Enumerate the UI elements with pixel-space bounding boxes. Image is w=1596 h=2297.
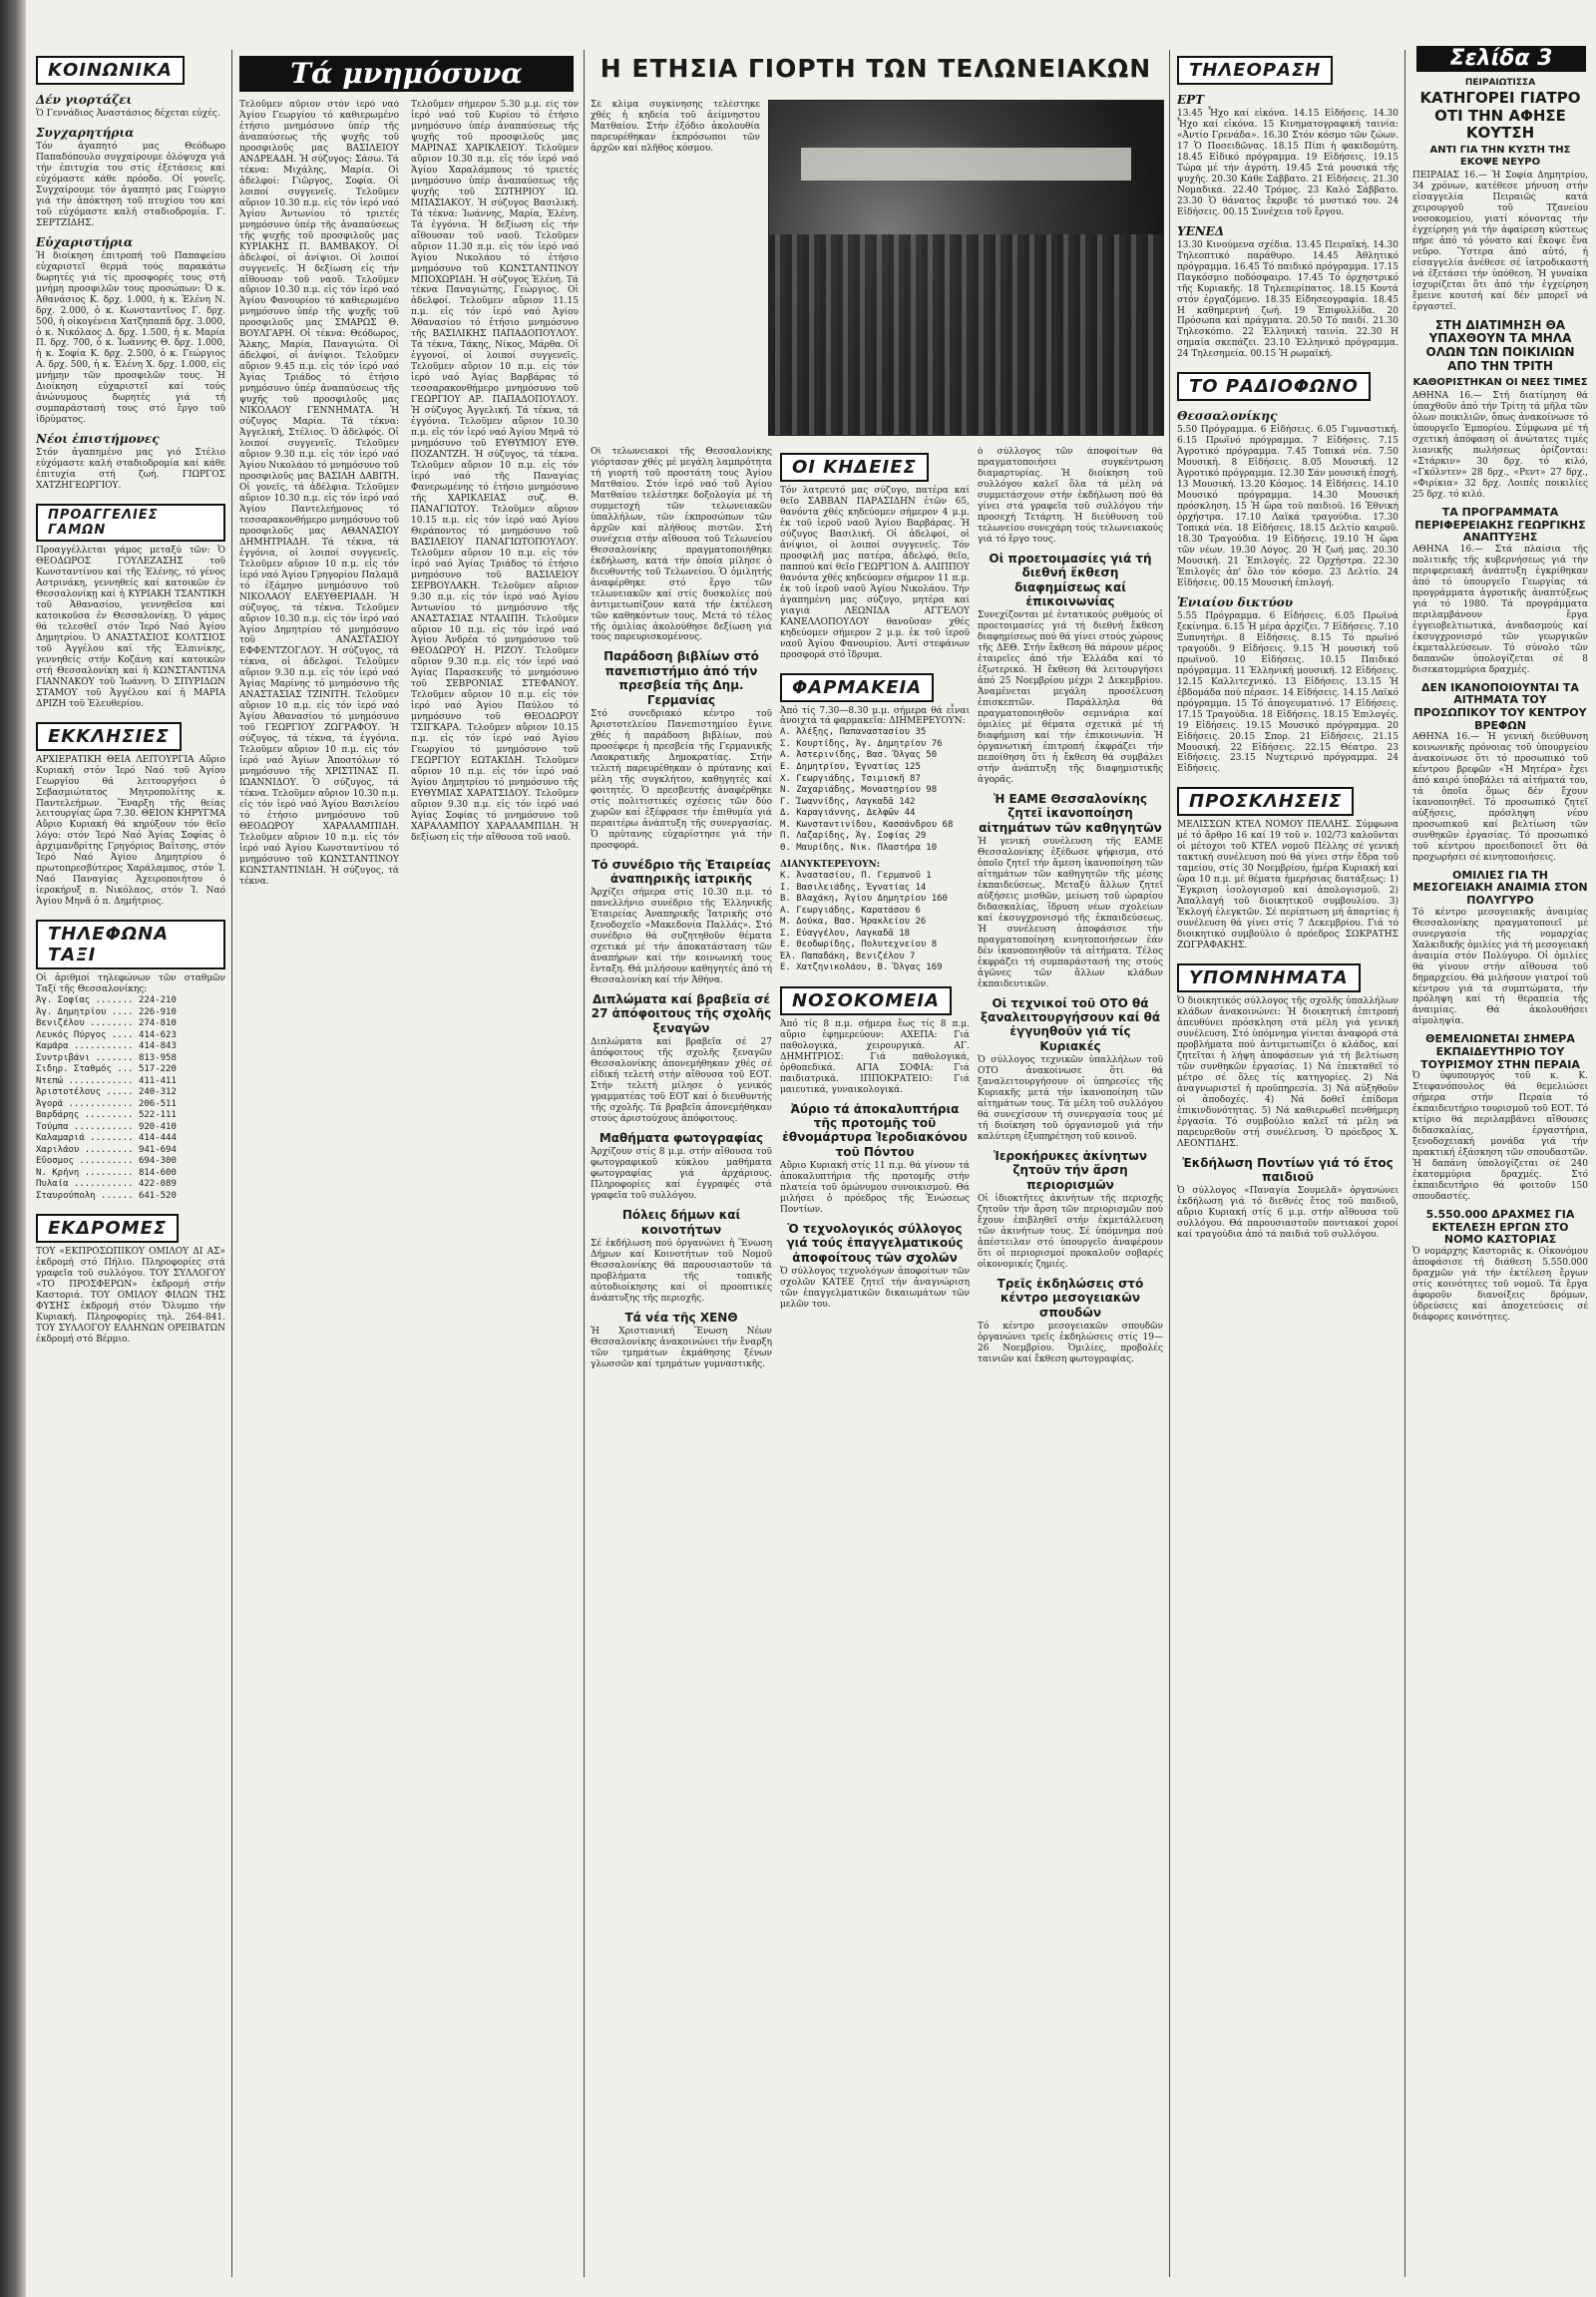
list-item: Μ. Κωνσταντινίδου, Κασσάνδρου 68 (780, 819, 954, 830)
farmakeia-heading: ΦΑΡΜΑΚΕΙΑ (780, 673, 934, 702)
mnimosyna-text-2: Τελοῦμεν σήμερον 5.30 μ.μ. εἰς τόν ἱερό ναό τοῦ Κυρίου τό ἐτήσιο μνημόσυνο ὑπέρ ἀναπαύσεως τῆς ψυχῆς τοῦ προσφιλοῦς μας ΜΑΡΙΝΑΣ ΧΑΡΙΚΛΕΙΟΥ. Τελοῦμεν αὔριον 10.30 π.μ. εἰς τόν ἱερό ναό Ἁγίου Χαραλάμπους τό τριετές μνημόσυνο ὑπέρ ἀναπαύσεως τῆς ψυχῆς τοῦ ΣΩΤΗΡΙΟΥ ΙΩ. ΜΠΑΣΙΑΚΟΥ. Ἡ σύζυγος Βασιλική. Τά τέκνα: Ἰωάννης, Μαρία, Ἑλένη. Τά ἐγγόνια. Ἡ δεξίωση εἰς τήν αἴθουσαν τοῦ ναοῦ. Τελοῦμεν αὔριον 11.30 π.μ. εἰς τόν ἱερό ναό Ἁγίου Νικολάου τό ἐτήσιο μνημόσυνο τοῦ ΚΩΝΣΤΑΝΤΙΝΟΥ ΜΠΟΧΩΡΙΔΗ. Ἡ σύζυγος Ἑλένη. Τά τέκνα Παναγιώτης, Γεώργιος. Οἱ ἀδελφοί. Τελοῦμεν αὔριον 11.15 π.μ. εἰς τόν ἱερό ναό Ἁγίου Ἀθανασίου τό ἐτήσιο μνημόσυνο τῆς ΒΑΣΙΛΙΚΗΣ ΠΑΠΑΔΟΠΟΥΛΟΥ. Τά τέκνα, Τάκης, Νίκος, Μάρθα. Οἱ ἐγγονοί, οἱ λοιποί συγγενεῖς. Τελοῦμεν αὔριον 10 π.μ. εἰς τόν ἱερό ναό Ἁγίας Βαρβάρας τό τεσσαρακονθήμερο μνημόσυνο τοῦ ΓΕΩΡΓΙΟΥ ΑΡ. ΠΑΠΑΔΟΠΟΥΛΟΥ. Ἡ σύζυγος Ἀγγελική. Τά τέκνα, τά ἐγγόνια. Τελοῦμεν αὔριον 10.30 π.μ. εἰς τόν ἱερό ναό Ἁγίου Μηνᾶ τό μνημόσυνο τοῦ ΕΥΘΥΜΙΟΥ ΕΥΘ. ΠΟΖΑΝΤΖΗ. Ἡ σύζυγος, τά τέκνα. Τελοῦμεν αὔριον 10 π.μ. εἰς τόν ἱερό ναό τῆς Παναγίας Φανερωμένης τό ἐτήσιο μνημόσυνο τῆς ΧΑΡΙΚΛΕΙΑΣ συζ. Θ. ΠΑΝΑΓΙΩΤΟΥ. Τελοῦμεν αὔριον 10.15 π.μ. εἰς τόν ἱερό ναό Ἁγίου Θεράποντος τό μνημόσυνο τοῦ ΒΑΣΙΛΕΙΟΥ ΠΑΝΑΓΙΩΤΟΠΟΥΛΟΥ. Τελοῦμεν αὔριον 10 π.μ. εἰς τόν ἱερό ναό Ἁγίας Τριάδος τό ἐτήσιο μνημόσυνο τοῦ ΒΑΣΙΛΕΙΟΥ ΣΕΡΒΟΥΛΑΚΗ. Τελοῦμεν αὔριον 9.30 π.μ. εἰς τόν ἱερό ναό Ἁγίου Ἀντωνίου τό μνημόσυνο τῆς ΑΝΑΣΤΑΣΙΑΣ ΝΤΑΛΙΠΗ. Τελοῦμεν αὔριον 10 π.μ. εἰς τόν ἱερό ναό Ἁγίου Ἀνδρέα τό μνημόσυνο τοῦ ΘΕΟΔΩΡΟΥ Η. ΡΙΖΟΥ. Τελοῦμεν αὔριον 9.30 π.μ. εἰς τόν ἱερό ναό Ἁγίας Παρασκευῆς τό μνημόσυνο τοῦ ΣΕΒΡΟΝΙΑΣ ΣΤΕΦΑΝΟΥ. Τελοῦμεν αὔριον 10 π.μ. εἰς τόν ἱερό ναό Ἁγίου Παύλου τό μνημόσυνο τοῦ ΘΕΟΔΩΡΟΥ ΤΣΙΓΚΑΡΑ. Τελοῦμεν αὔριον 10.15 π.μ. εἰς τόν ἱερό ναό Ἁγίου Γεωργίου τό μνημόσυνο τοῦ ΓΕΩΡΓΙΟΥ ΕΩΤΑΚΙΔΗ. Τελοῦμεν αὔριον 10 π.μ. εἰς τόν ἱερό ναό Ἁγίου Δημητρίου τό μνημόσυνο τῆς ΕΥΘΥΜΙΑΣ ΧΑΡΑΤΣΙΔΟΥ. Τελοῦμεν αὔριον 9.30 π.μ. εἰς τόν ἱερό ναό Ἁγίας Σοφίας τό μνημόσυνο τοῦ ΧΑΡΑΛΑΜΠΟΥ ΧΑΡΑΛΑΜΠΙΔΗ. Ἡ δεξίωση εἰς τήν αἴθουσα τοῦ ναοῦ. (411, 100, 579, 843)
xeno-headline: Τά νέα τῆς ΧΕΝΘ (624, 1310, 738, 1325)
nosokomeia-heading: ΝΟΣΟΚΟΜΕΙΑ (780, 986, 952, 1015)
main-article-text: Οἱ τελωνειακοί τῆς Θεσσαλονίκης γιόρτασαν χθές μέ μεγάλη λαμπρότητα τή γιορτή τοῦ προστάτη τους Ἁγίου Ματθαίου. Στόν ἱερό ναό τοῦ Ἁγίου Ματθαίου τελέστηκε δοξολογία μέ τή συμμετοχή τῶν τελωνειακῶν ὑπαλλήλων, τῶν ἐκπροσώπων τῶν ἀρχῶν καί πλήθους πιστῶν. Στή συνέχεια στήν αἴθουσα τοῦ Τελωνείου Θεσσαλονίκης πραγματοποιήθηκε ἐκδήλωση, κατά τήν ὁποία μίλησε ὁ διευθυντής τοῦ Τελωνείου. Ὁ ὁμιλητής ἀναφέρθηκε στό ἔργο τῶν τελωνειακῶν καί στίς δυσκολίες πού ἀντιμετωπίζουν κατά τήν ἐκτέλεση τῶν καθηκόντων τους. Μετά τό τέλος τῆς ὁμιλίας ἀκολούθησε δεξίωση γιά τούς παρευρισκομένους. (591, 447, 772, 643)
akinita-text: Οἱ ἰδιοκτῆτες ἀκινήτων τῆς περιοχῆς ζητοῦν τήν ἄρση τῶν περιορισμῶν πού ἔχουν ἐπιβληθεῖ στήν ἐκμετάλλευση τῶν ἀκινήτων τους. Σέ ὑπόμνημα πού ἀπέστειλαν στό ὑπουργεῖο ἀναφέρουν ὅτι οἱ περιορισμοί προκαλοῦν σοβαρές οἰκονομικές ζημιές. (978, 1194, 1163, 1270)
right-headline-2: ΣΤΗ ΔΙΑΤΙΜΗΣΗ ΘΑ ΥΠΑΧΘΟΥΝ ΤΑ ΜΗΛΑ ΟΛΩΝ ΤΩΝ ΠΟΙΚΙΛΙΩΝ ΑΠΟ ΤΗΝ ΤΡΙΤΗ (1425, 317, 1575, 374)
farmakeia-text: Ἀπό τίς 7.30—8.30 μ.μ. σήμερα θά εἶναι ἀνοιχτά τά φαρμακεῖα: ΔΙΗΜΕΡΕΥΟΥΝ: (780, 705, 970, 727)
diplomata-headline: Διπλώματα καί βραβεῖα σέ 27 ἀπόφοιτους τῆς σχολῆς ξεναγῶν (591, 992, 772, 1035)
synedrio-text: Ἀρχίζει σήμερα στίς 10.30 π.μ. τό πανελλήνιο συνέδριο τῆς Ἑλληνικῆς Ἑταιρείας Ἀναπηρικῆς Ἰατρικῆς στό ξενοδοχεῖο «Μακεδονία Παλλάς». Στό συνέδριο θά συζητηθοῦν θέματα σχετικά μέ τήν ἀποκατάσταση τῶν ἀναπήρων καί τήν κοινωνική τους ἔνταξη. Θά μιλήσουν καθηγητές ἀπό τή Θεσσαλονίκη καί τήν Ἀθήνα. (591, 888, 772, 986)
right-column (1412, 78, 1588, 2277)
tilefona-heading: ΤΗΛΕΦΩΝΑ ΤΑΞΙ (36, 920, 225, 969)
teloneio-celebration-photo (768, 100, 1164, 436)
ekklisies-heading: ΕΚΚΛΗΣΙΕΣ (36, 722, 182, 751)
list-item: Χαριλάου ......... 941-694 (36, 1144, 177, 1155)
pharmacy-list (780, 727, 970, 854)
list-item: Ν. Κρήνη ......... 814-600 (36, 1167, 177, 1178)
main-left-top (591, 100, 760, 439)
kideies-text: Τόν λατρευτό μας σύζυγο, πατέρα καί θεῖο ΣΑΒΒΑΝ ΠΑΡΑΣΙΔΗΝ ἐτῶν 65, θανόντα χθές κηδεύομεν σήμερον 4 μ.μ. ἐκ τοῦ ἱεροῦ ναοῦ Ἁγίου Βαρβάρας. Ἡ σύζυγος Βασιλική. Οἱ ἀδελφοί, οἱ ἀνίψιοι, οἱ λοιποί συγγενεῖς. Τόν προσφιλῆ μας πατέρα, ἀδελφό, θεῖο, παππού καί θεῖο ΓΕΩΡΓΙΟΝ Δ. ΑΛΙΠΠΟΥ θανόντα χθές κηδεύομεν σήμερον 11 π.μ. ἐκ τοῦ ἱεροῦ ναοῦ Ἁγίου Νικολάου. Τήν ἀγαπημένη μας σύζυγο, μητέρα καί γιαγιά ΛΕΩΝΙΔΑ ΑΓΓΕΛΟΥ ΚΑΝΕΛΛΟΠΟΥΛΟΥ θανοῦσαν χθές κηδεύομεν σήμερον 2 μ.μ. ἐκ τοῦ ἱεροῦ ναοῦ Ἁγίου Φανουρίου. Ἀντί στεφάνων προσφορά στό ἵδρυμα. (780, 486, 970, 660)
list-item: Ἀγ. Σοφίας ....... 224-210 (36, 995, 177, 1006)
kideies-heading: ΟΙ ΚΗΔΕΙΕΣ (780, 453, 929, 482)
right-text-5: Τό κέντρο μεσογειακῆς ἀναιμίας Θεσσαλονίκης πραγματοποιεῖ μέ συνεργασία τῆς νομαρχίας Χαλκιδικῆς ὁμιλίες γιά τή μεσογειακή ἀναιμία στόν Πολύγυρο. Οἱ ὁμιλίες θά γίνουν στήν αἴθουσα τοῦ δημαρχείου. Θά μιλήσουν γιατροί τοῦ κέντρου γιά τά συμπτώματα, τήν πρόληψη καί τή θεραπεία τῆς ἀναιμίας. Θά ἀκολουθήσει αἱμοληψία. (1412, 907, 1588, 1027)
right-text-7: Ὁ νομάρχης Καστοριᾶς κ. Οἰκονόμου ἀποφάσισε τή διάθεση 5.550.000 δραχμῶν γιά τήν ἐκτέλεση ἔργων στίς κοινότητες τοῦ νομοῦ. Τά ἔργα ἀφοροῦν διανοίξεις δρόμων, ὑδρεύσεις καί ἀποχετεύσεις σέ διάφορες κοινότητες. (1412, 1246, 1588, 1323)
yened-heading: ΥΕΝΕΔ (1177, 223, 1225, 238)
akinita-headline: Ἱεροκήρυκες ἀκίνητων ζητοῦν τήν ἄρση περιορισμῶν (993, 1148, 1148, 1192)
den-giortazei-heading: Δέν γιορτάζει (36, 93, 133, 107)
right-headline-5: ΟΜΙΛΙΕΣ ΓΙΑ ΤΗ ΜΕΣΟΓΕΙΑΚΗ ΑΝΑΙΜΙΑ ΣΤΟΝ ΠΟΛΥΓΥΡΟ (1412, 868, 1588, 908)
right-headline-7: 5.550.000 ΔΡΑΧΜΕΣ ΓΙΑ ΕΚΤΕΛΕΣΗ ΕΡΓΩΝ ΣΤΟ ΝΟΜΟ ΚΑΣΤΟΡΙΑΣ (1425, 1207, 1575, 1247)
list-item: Καλαμαριά ........ 414-444 (36, 1133, 177, 1144)
list-item: Τούμπα ........... 920-410 (36, 1121, 177, 1132)
list-item: Πυλαία ........... 422-089 (36, 1179, 177, 1190)
ypomnimata-heading: ΥΠΟΜΝΗΜΑΤΑ (1177, 963, 1361, 992)
oto-headline: Οἱ τεχνικοί τοῦ ΟΤΟ θά ξαναλειτουργήσουν καί θά ἐγγυηθοῦν γιά τίς Κυριακές (980, 995, 1161, 1053)
main-headline: Η ΕΤΗΣΙΑ ΓΙΟΡΤΗ ΤΩΝ ΤΕΛΩΝΕΙΑΚΩΝ (599, 54, 1152, 83)
right-text-3: ΑΘΗΝΑ 16.— Στά πλαίσια τῆς πολιτικῆς τῆς κυβερνήσεως γιά τήν περιφερειακή ἀνάπτυξη ἐγκρίθηκαν ἀπό τό ὑπουργεῖο Γεωργίας τά προγράμματα ἀγροτικῆς ἀναπτύξεως γιά τό 1980. Τά προγράμματα περιλαμβάνουν ἔργα ἐγγειοβελτιωτικά, ἀναδασμούς καί ἐκσυγχρονισμό τῶν γεωργικῶν ἐκμεταλλεύσεων. Τό σύνολο τῶν δαπανῶν ὑπολογίζεται σέ 8 δισεκατομμύρια δραχμές. (1412, 544, 1588, 675)
pharmacy-night-list (780, 871, 970, 974)
list-item: Ἀγ. Δημητρίου .... 226-910 (36, 1006, 177, 1017)
pontioi-text: Ὁ σύλλογος «Παναγία Σουμελᾶ» ὀργανώνει ἐκδήλωση γιά τό διεθνές ἔτος τοῦ παιδιοῦ, αὔριο Κυριακή στίς 6 μ.μ. στήν αἴθουσα τοῦ συλλόγου. Θά παρουσιαστοῦν ποντιακοί χοροί καί τραγούδια ἀπό τά παιδιά τοῦ συλλόγου. (1177, 1186, 1398, 1241)
photo-crowd (769, 234, 1163, 435)
poleis-headline: Πόλεις δήμων καί κοινοτήτων (621, 1208, 741, 1237)
proaggelies-heading: ΠΡΟΑΓΓΕΛΙΕΣ ΓΑΜΩΝ (36, 504, 225, 542)
list-item: Σ. Εὐαγγέλου, Λαγκαδᾶ 18 (780, 928, 911, 939)
proaggelies-text: Προαγγέλλεται γάμος μεταξύ τῶν: Ὁ ΘΕΟΔΩΡΟΣ ΓΟΥΛΕΖΑΣΗΣ τοῦ Κωνσταντίνου καί τῆς Ἑλένης, τό γένος Αστρινάκη, γεννηθείς καί κατοικῶν ἐν Θεσσαλονίκῃ καί ἡ ΚΥΡΙΑΚΗ ΤΣΑΝΤΙΚΗ τοῦ Ἀθανασίου, γεννηθεῖσα καί κατοικοῦσα ἐν Θεσσαλονίκῃ. Ὁ γάμος θά τελεσθεῖ στόν Ἱερό Ναό Ἁγίου Δημητρίου. Ὁ ΑΝΑΣΤΑΣΙΟΣ ΚΟΛΤΣΙΟΣ τοῦ Ἀγγέλου καί τῆς Ἐλπινίκης, γεννηθείς στήν Κοζάνη καί κατοικῶν στή Θεσσαλονίκη καί ἡ ΚΩΝΣΤΑΝΤΙΝΑ ΓΙΑΝΝΑΚΟΥ τοῦ Ἰωάννη. Ὁ ΣΠΥΡΙΔΩΝ ΣΤΑΜΟΥ τοῦ Ἀγγέλου καί ἡ ΜΑΡΙΑ ΔΡΙΖΗ τοῦ Ἐλευθερίου. (36, 546, 225, 709)
ert-schedule: 13.45 Ἦχο καί εἰκόνα. 14.15 Εἰδήσεις. 14.30 Ἦχο καί εἰκόνα. 15 Κινηματογραφική ταινία: «Ἀντίο Γρενάδα». 16.30 Στόν κόσμο τῶν ζώων. 17 Ὁ Ποσειδῶνας. 18.15 Πίπι ἡ φακιδομύτη. 18.45 Εἰδικό πρόγραμμα. 19 Εἰδήσεις. 19.15 Τώρα μέ τήν ἀγρότη. 19.45 Στά μουσικά τῆς ψυχῆς. 20.30 Κάθε Σάββατο. 21 Εἰδήσεις. 21.30 Νομαδικά. 22.40 Τρόμος. 23 Καλό Σάββατο. 23.30 Ὁ θάνατος ἔκρυβε τό μυστικό του. 24 Εἰδήσεις. 00.15 Συνέχεια τοῦ ἔργου. (1177, 109, 1398, 217)
ert-heading: ΕΡΤ (1177, 93, 1205, 107)
main-column-2 (780, 447, 970, 2277)
right-text-4: ΑΘΗΝΑ 16.— Ἡ γενική διεύθυνση κοινωνικῆς πρόνοιας τοῦ ὑπουργείου ἀνακοίνωσε ὅτι τό προσωπικό τοῦ κέντρου βρεφῶν «Ἡ Μητέρα» ἔχει ἀπό καιρό ὑποβάλει τά αἰτήματά του, τά ὁποῖα ὅμως δέν ἔχουν ἱκανοποιηθεῖ. Τό προσωπικό ζητεῖ αὐξήσεις, πρόσληψη νέου προσωπικοῦ καί βελτίωση τῶν συνθηκῶν ἐργασίας. Τό προσωπικό τοῦ κέντρου προειδοποιεῖ ὅτι θά προχωρήσει σέ κινητοποιήσεις. (1412, 732, 1588, 863)
mnimosyna-text-1: Τελοῦμεν αὔριον στόν ἱερό ναό Ἁγίου Γεωργίου τό καθιερωμένο ἐτήσιο μνημόσυνο ὑπέρ τῆς ἀναπαύσεως τῆς ψυχῆς τοῦ προσφιλοῦς μας ΒΑΣΙΛΕΙΟΥ ΑΝΔΡΕΑΔΗ. Ἡ σύζυγος: Σάσω. Τά τέκνα: Μιχάλης, Μαρία. Οἱ ἀδελφοί: Γιῶργος, Σοφία. Οἱ λοιποί συγγενεῖς. Τελοῦμεν αὔριον 10.30 π.μ. εἰς τόν ἱερό ναό Ἁγίου Ἀντωνίου τό τριετές μνημόσυνο ὑπέρ τῆς ἀναπαύσεως τῆς ψυχῆς τοῦ προσφιλοῦς μας ΚΥΡΙΑΚΗΣ Π. ΒΑΜΒΑΚΟΥ. Οἱ ἀδελφοί, οἱ ἀνίψιοι. Οἱ λοιποί συγγενεῖς. Ἡ δεξίωση εἰς τήν αἴθουσαν τοῦ ναοῦ. Τελοῦμεν αὔριον 10.30 π.μ. εἰς τόν ἱερό ναό Ἁγίου Φανουρίου τό καθιερωμένο μνημόσυνο ὑπέρ τῆς ψυχῆς τοῦ προσφιλοῦς μας ΣΜΑΡΩΣ Θ. ΒΟΥΛΓΑΡΗ. Οἱ τέκνα: Θεόδωρος, Ἄλκης, Μαρία, Παναγιώτα. Οἱ ἀδελφοί, οἱ ἀνίψιοι. Τελοῦμεν αὔριον 9.45 π.μ. εἰς τόν ἱερό ναό Ἁγίας Τριάδος τό ἐτήσιο μνημόσυνο ὑπέρ ἀναπαύσεως τῆς ψυχῆς τοῦ προσφιλοῦς μας ΝΙΚΟΛΑΟΥ ΓΕΝΝΗΜΑΤΑ. Ἡ σύζυγος Μαρία. Τά τέκνα: Ἀγγελική, Στέλιος. Ὁ ἀδελφός. Οἱ λοιποί συγγενεῖς. Τελοῦμεν αὔριον 9.30 π.μ. εἰς τόν ἱερό ναό Ἁγίου Νικολάου τό μνημόσυνο τοῦ προσφιλοῦς μας ΒΑΣΙΛΗ ΔΑΒΙΤΗ. Οἱ γονεῖς, τά ἀδέλφια. Τελοῦμεν αὔριον 10.30 π.μ. εἰς τόν ἱερό ναό Ἁγίου Παντελεήμονος τό τεσσαρακονθήμερο μνημόσυνο τοῦ προσφιλοῦς μας ΑΘΑΝΑΣΙΟΥ ΔΗΜΗΤΡΙΑΔΗ. Τά τέκνα, τά ἐγγόνια, οἱ λοιποί συγγενεῖς. Τελοῦμεν αὔριον 10 π.μ. εἰς τόν ἱερό ναό Ἁγίου Γρηγορίου Παλαμᾶ τό ἐξάμηνο μνημόσυνο τοῦ ΝΙΚΟΛΑΟΥ ΕΛΕΥΘΕΡΙΑΔΗ. Ἡ σύζυγος, τά τέκνα. Τελοῦμεν αὔριον 10.30 π.μ. εἰς τόν ἱερό ναό Ἁγίου Δημητρίου τό μνημόσυνο τοῦ ΑΝΑΣΤΑΣΙΟΥ ΕΦΦΕΝΤΖΟΓΛΟΥ. Ἡ σύζυγος, τά τέκνα, οἱ ἀδελφοί. Τελοῦμεν αὔριον 9.30 π.μ. εἰς τόν ἱερό ναό Ἁγίας Μαρίνης τό μνημόσυνο τῆς ΑΝΑΣΤΑΣΙΑΣ ΤΖΙΝΙΤΗ. Τελοῦμεν αὔριον 10 π.μ. εἰς τόν ἱερό ναό Ἁγίου Ἀθανασίου τό μνημόσυνο τοῦ ΓΕΩΡΓΙΟΥ ΖΩΓΡΑΦΟΥ. Ἡ σύζυγος, τά τέκνα, τά ἐγγόνια. Τελοῦμεν αὔριον 10 π.μ. εἰς τόν ἱερό ναό Ἁγίων Ἀποστόλων τό μνημόσυνο τῆς ΧΡΙΣΤΙΝΑΣ Π. ΙΩΑΝΝΙΔΟΥ. Ὁ σύζυγος, τά τέκνα. Τελοῦμεν αὔριον 10.30 π.μ. εἰς τόν ἱερό ναό Ἁγίου Βασιλείου τό ἐτήσιο μνημόσυνο τοῦ ΘΕΟΔΩΡΟΥ ΧΑΡΑΛΑΜΠΙΔΗ. Τελοῦμεν αὔριον 10 π.μ. εἰς τόν ἱερό ναό Ἁγίου Κωνσταντίνου τό μνημόσυνο τοῦ ΚΩΝΣΤΑΝΤΙΝΟΥ ΚΩΝΣΤΑΝΤΙΝΙΔΗ. Ἡ σύζυγος, τά τέκνα. (239, 100, 399, 887)
euxaristiria-heading: Εὐχαριστήρια (36, 234, 134, 249)
list-item: Ἐλ. Παπαδάκη, Βενιζέλου 7 (780, 951, 916, 961)
texno-text: Ὁ σύλλογος τεχνολόγων ἀποφοίτων τῶν σχολῶν ΚΑΤΕΕ ζητεῖ τήν ἀναγνώριση τῶν ἐπαγγελματικῶν δικαιωμάτων τῶν μελῶν του. (780, 1267, 970, 1310)
trieis-headline: Τρεῖς ἐκδηλώσεις στό κέντρο μεσογειακῶν σπουδῶν (997, 1276, 1144, 1320)
sygxaritiria-heading: Συγχαρητήρια (36, 125, 135, 140)
broadcast-column (1177, 50, 1398, 2277)
pontioi-headline: Ἐκδήλωση Ποντίων γιά τό ἔτος παιδιοῦ (1182, 1155, 1394, 1184)
right-text-6: Ὁ ὑφυπουργός τοῦ κ. Κ. Στεφανόπουλος θά θεμελιώσει σήμερα στήν Περαία τό ἐκπαιδευτήριο τουρισμοῦ τοῦ ΕΟΤ. Τό κτίριο θά περιλαμβάνει αἴθουσες διδασκαλίας, ἐργαστήρια, ξενοδοχειακή μονάδα γιά τήν πρακτική ἐξάσκηση τῶν σπουδαστῶν. Ἡ δαπάνη ὑπολογίζεται σέ 240 ἑκατομμύρια δραχμές. Στό ἐκπαιδευτήριο θά φοιτοῦν 150 σπουδαστές. (1412, 1071, 1588, 1202)
column-rule (584, 50, 585, 2277)
binding-edge (0, 0, 26, 2297)
ypomnimata-text: Ὁ διοικητικός σύλλογος τῆς σχολῆς ὑπαλλήλων κλάδων ἀνακοινώνει: Ἡ διοικητική ἐπιτροπή ἀπευθύνει πρόσκληση στά μέλη γιά γενική συνέλευση. Στό ὑπόμνημα γίνεται ἀναφορά στά προβλήματα πού ἀντιμετωπίζει ὁ κλάδος, καί ζητεῖται ἡ λήψη ἀποφάσεων γιά τή βελτίωση τῶν συνθηκῶν ἐργασίας. 1) Νά ἐπεκταθεῖ τό μέτρο σέ ὅλες τίς κατηγορίες. 2) Νά ἀναγνωριστεῖ ἡ προϋπηρεσία. 3) Νά αὐξηθοῦν οἱ ἀποδοχές. 4) Νά δοθεῖ ἐπίδομα ἐπικινδυνότητας. 5) Νά καθιερωθεῖ πενθήμερη ἐργασία. Τό συμβούλιο καλεῖ τά μέλη νά παρευρεθοῦν στή συνέλευση. Ὁ πρόεδρος Χ. ΛΕΟΝΤΙΔΗΣ. (1177, 996, 1398, 1149)
apokalyptiria-headline: Ἀύριο τά ἀποκαλυπτήρια τῆς προτομῆς τοῦ ἐθνομάρτυρα Ἰεροδιακόνου τοῦ Πόντου (782, 1101, 968, 1159)
list-item: Λευκός Πύργος .... 414-623 (36, 1029, 177, 1040)
list-item: Ε. Θεοδωρίδης, Πολυτεχνείου 8 (780, 940, 938, 951)
taxi-list (36, 995, 225, 1202)
sygxaritiria-text: Τόν ἀγαπητό μας Θεόδωρο Παπαδόπουλο συγχαίρουμε ὁλόψυχα γιά τήν ἐπιτυχία του στίς ἐξετάσεις καί εὐχόμαστε κάθε πρόοδο. Οἱ γονεῖς. Συγχαίρουμε τόν ἀγαπητό μας Γεώργιο γιά τήν ἀπόκτηση τοῦ πτυχίου του καί τοῦ εὐχόμαστε καλή σταδιοδρομία. Γ. ΣΕΡΤΖΙΔΗΣ. (36, 141, 225, 228)
synedrio-headline: Τό συνέδριο τῆς Ἑταιρείας ἀναπηρικῆς ἰατρικῆς (592, 857, 771, 886)
list-item: Α. Ἀλέξης, Παπαναστασίου 35 (780, 727, 927, 738)
right-headline-3: ΤΑ ΠΡΟΓΡΑΜΜΑΤΑ ΠΕΡΙΦΕΡΕΙΑΚΗΣ ΓΕΩΡΓΙΚΗΣ ΑΝΑΠΤΥΞΗΣ (1414, 506, 1586, 545)
list-item: Ε. Δημητρίου, Ἐγνατίας 125 (780, 761, 921, 772)
list-item: Κ. Ἀναστασίου, Π. Γερμανοῦ 1 (780, 871, 932, 882)
apokalyptiria-text: Αὔριο Κυριακή στίς 11 π.μ. θά γίνουν τά ἀποκαλυπτήρια τῆς προτομῆς στήν πλατεία τοῦ ὁμώνυμου συνοικισμοῦ. Θά μιλήσει ὁ πρόεδρος τῆς Ἑνώσεως Ποντίων. (780, 1161, 970, 1215)
column-rule (231, 50, 232, 2277)
xeno-text: Ἡ Χριστιανική Ἕνωση Νέων Θεσσαλονίκης ἀνακοινώνει τήν ἔναρξη τῶν τμημάτων ἐκμάθησης ξένων γλωσσῶν καί τμημάτων γυμναστικῆς. (591, 1327, 772, 1370)
mnimosyna-title: Τά μνημόσυνα (239, 56, 574, 92)
right-headline-6: ΘΕΜΕΛΙΩΝΕΤΑΙ ΣΗΜΕΡΑ ΕΚΠΑΙΔΕΥΤΗΡΙΟ ΤΟΥ ΤΟΥΡΙΣΜΟΥ ΣΤΗΝ ΠΕΡΑΙΑ (1420, 1032, 1580, 1071)
list-item: Χ. Γεωργιάδης, Τσιμισκῆ 87 (780, 773, 921, 784)
main-column-1 (591, 447, 772, 2277)
list-item: Σταυρούπολη ...... 641-520 (36, 1190, 177, 1201)
list-item: Γ. Ἰωαννίδης, Λαγκαδᾶ 142 (780, 796, 916, 807)
books-text: Στό συνεδριακό κέντρο τοῦ Ἀριστοτελείου Πανεπιστημίου ἔγινε χθές ἡ παράδοση βιβλίων, πού προσέφερε ἡ πρεσβεία τῆς Γερμανικῆς Λαοκρατικῆς Δημοκρατίας. Στήν τελετή παρευρέθηκαν ὁ πρύτανης καί μέλη τῆς συγκλήτου, καθηγητές καί φοιτητές. Ὁ πρεσβευτής ἀναφέρθηκε στίς πολιτιστικές σχέσεις τῶν δύο χωρῶν καί ἐξέφρασε τήν ἐπιθυμία γιά περαιτέρω ἀνάπτυξη τῆς συνεργασίας. Ὁ πρύτανης εὐχαρίστησε γιά τήν προσφορά. (591, 709, 772, 851)
yened-schedule: 13.30 Κινούμενα σχέδια. 13.45 Πειραϊκή. 14.30 Τηλεοπτικό παράθυρο. 14.45 Ἀθλητικό πρόγραμμα. 16.45 Τό παιδικό πρόγραμμα. 17.15 Παγκόσμιο ποδόσφαιρο. 17.45 Τό ὀρχηστρικό τῆς Κυριακῆς. 18 Τηλεπερίπατος. 18.15 Κοντά στόν ἐργαζόμενο. 18.35 Εἰδησεογραφία. 18.45 Η καθημερινή ζωή. 19 Ἐπιφυλλίδα. 20 Πρόσωπα καί πράγματα. 20.50 Τό παιδί. 21.30 Τηλεσκόπιο. 22 Ἑλληνική ταινία. 22.30 Η σημαία σκεπάζει. 23.10 Ἑλληνικό πρόγραμμα. 24 Τηλεσημεία. 00.15 Ἡ ρωμαϊκή. (1177, 239, 1398, 360)
list-item: Σιδηρ. Σταθμός ... 517-220 (36, 1064, 177, 1075)
column-rule (1404, 50, 1405, 2277)
list-item: Σ. Κουρτίδης, Ἁγ. Δημητρίου 76 (780, 738, 943, 749)
thessaloniki-radio-heading: Θεσσαλονίκης (1177, 409, 1278, 424)
ekdromes-heading: ΕΚΔΡΟΜΕΣ (36, 1214, 179, 1243)
mnimosyna-column-1 (239, 100, 399, 2277)
list-item: Θ. Μαυρίδης, Νικ. Πλαστήρα 10 (780, 842, 938, 853)
right-subhead-2: ΚΑΘΟΡΙΣΤΗΚΑΝ ΟΙ ΝΕΕΣ ΤΙΜΕΣ (1412, 376, 1588, 388)
den-giortazei-text: Ὁ Γεννάδιος Ἀναστάσιος δέχεται εὐχές. (36, 109, 220, 119)
list-item: Ε. Χατζηνικολάου, Β. Ὄλγας 169 (780, 962, 943, 973)
list-item: Καμάρα ........... 414-843 (36, 1041, 177, 1052)
dianyktereuoun-label: ΔΙΑΝΥΚΤΕΡΕΥΟΥΝ: (780, 860, 881, 871)
list-item: Ντεπώ ............ 411-411 (36, 1075, 177, 1086)
mathimata-text: Ἀρχίζουν στίς 8 μ.μ. στήν αἴθουσα τοῦ φωτογραφικοῦ κύκλου μαθήματα φωτογραφίας γιά ἀρχάριους. Πληροφορίες καί ἐγγραφές στά γραφεῖα τοῦ συλλόγου. (591, 1147, 772, 1202)
main-article-text-a: Σέ κλίμα συγκίνησης τελέστηκε χθές ἡ κηδεία τοῦ ἀείμνηστου Ματθαίου. Στήν ἐξόδιο ἀκολουθία παρευρέθηκαν ἐκπρόσωποι τῶν ἀρχῶν καί πλῆθος κόσμου. (591, 100, 760, 154)
tilefona-text: Οἱ ἀριθμοί τηλεφώνων τῶν σταθμῶν Ταξί τῆς Θεσσαλονίκης: (36, 973, 225, 995)
enotiko-heading: Ἑνιαίου δικτύου (1177, 594, 1294, 609)
left-column (36, 50, 225, 2277)
proetoimasies-headline: Οἱ προετοιμασίες γιά τή διεθνή ἔκθεση διαφημίσεως καί ἐπικοινωνίας (989, 551, 1152, 608)
poleis-text: Σέ ἐκδήλωση πού ὀργανώνει ἡ Ἕνωση Δήμων καί Κοινοτήτων τοῦ Νομοῦ Θεσσαλονίκης θά παρουσιαστοῦν τά προβλήματα τῆς τοπικῆς αὐτοδιοίκησης καί οἱ προοπτικές ἀνάπτυξης τῆς περιοχῆς. (591, 1239, 772, 1304)
list-item: Ἀριστοτέλους ..... 240-312 (36, 1087, 177, 1098)
list-item: Συντριβάνι ....... 813-958 (36, 1052, 177, 1063)
proetoimasies-text: Συνεχίζονται μέ ἐντατικούς ρυθμούς οἱ προετοιμασίες γιά τή διεθνή ἔκθεση διαφημίσεως πού θά γίνει στούς χώρους τῆς ΔΕΘ. Στήν ἔκθεση θά πάρουν μέρος ἑταιρεῖες ἀπό τήν Ἑλλάδα καί τό ἐξωτερικό. Ἡ ἔκθεση θά λειτουργήσει ἀπό 25 Νοεμβρίου μέχρι 2 Δεκεμβρίου. Ἀναμένεται μεγάλη προσέλευση ἐπισκεπτῶν. Παράλληλα θά πραγματοποιηθοῦν σεμινάρια καί ὁμιλίες μέ θέματα σχετικά μέ τή διαφήμιση καί τήν ἐπικοινωνία. Ἡ ὀργανωτική ἐπιτροπή ἐκφράζει τήν πεποίθηση ὅτι ἡ ἔκθεση θά συμβάλει στήν ἀνάπτυξη τῆς διαφημιστικῆς ἀγορᾶς. (978, 610, 1163, 785)
list-item: Βενιζέλου ........ 274-810 (36, 1018, 177, 1029)
right-headline-1: ΚΑΤΗΓΟΡΕΙ ΓΙΑΤΡΟ ΟΤΙ ΤΗΝ ΑΦΗΣΕ ΚΟΥΤΣΗ (1419, 89, 1581, 142)
tileorasi-heading: ΤΗΛΕΟΡΑΣΗ (1177, 56, 1333, 85)
ekklisies-text: ΑΡΧΙΕΡΑΤΙΚΗ ΘΕΙΑ ΛΕΙΤΟΥΡΓΙΑ Αὔριο Κυριακή στόν Ἱερό Ναό τοῦ Ἁγίου Γεωργίου θά λειτουργήσει ὁ Σεβασμιώτατος Μητροπολίτης κ. Παντελεήμων. Ἔναρξη τῆς θείας λειτουργίας ὥρα 7.30. ΘΕΙΟΝ ΚΗΡΥΓΜΑ Αὔριο Κυριακή θά κηρύξουν τόν θεῖο λόγο: στόν Ἱερό Ναό Ἁγίας Σοφίας ὁ ἀρχιμανδρίτης Γρηγόριος Βαΐτσης, στόν Ἱερό Ναό Ἁγίου Δημητρίου ὁ πρωτοπρεσβύτερος Χαράλαμπος, στόν Ἱ. Ναό Παναγίας Ἀχειροποιήτου ὁ ἱεροκήρυξ π. Νικόλαος, στόν Ἱ. Ναό Ἁγίου Μηνᾶ ὁ π. Δημήτριος. (36, 754, 225, 908)
right-text-2: ΑΘΗΝΑ 16.— Στή διατίμηση θά ὑπαχθοῦν ἀπό τήν Τρίτη τά μῆλα τῶν ὁλων ποικιλιῶν, ὅπως ἀνακοίνωσε τό ὑπουργεῖο Ἐμπορίου. Σύμφωνα μέ τή σχετική ἀπόφαση οἱ ἀνώτατες τιμές λιανικῆς πωλήσεως ὁρίζονται: «Στάρκιν» 30 δρχ. τό κιλό, «Γκόλντεν» 28 δρχ., «Ρεντ» 27 δρχ., «Φιρίκια» 32 δρχ. Λοιπές ποικιλίες 25 δρχ. τό κιλό. (1412, 391, 1588, 501)
books-headline: Παράδοση βιβλίων στό πανεπιστήμιο ἀπό τήν πρεσβεία τῆς Δημ. Γερμανίας (603, 649, 759, 707)
enotiko-schedule: 5.55 Πρόγραμμα. 6 Εἰδήσεις. 6.05 Πρωϊνά ξεκίνημα. 6.15 Ἡ μέρα ἀρχίζει. 7 Εἰδήσεις. 7.10 Ξυπνητήρι. 8 Εἰδήσεις. 8.15 Τό πρωϊνό τραγούδι. 9 Εἰδήσεις. 9.15 Ἡ μουσική τοῦ πρωϊνοῦ. 10 Εἰδήσεις. 10.15 Παιδικό πρόγραμμα. 11 Ἑλληνική μουσική. 12 Εἰδήσεις. 12.15 Καλλιτεχνικό. 13 Εἰδήσεις. 13.15 Ἡ ἑβδομάδα πού πέρασε. 14 Εἰδήσεις. 14.15 Λαϊκό πρόγραμμα. 15 Τό ἀπογευματινό. 17 Εἰδήσεις. 17.15 Τραγούδια. 18 Εἰδήσεις. 18.15 Ἐπιλογές. 19 Εἰδήσεις. 19.15 Μουσικό πρόγραμμα. 20 Εἰδήσεις. 20.15 Σπορ. 21 Εἰδήσεις. 21.15 Μουσική. 22 Εἰδήσεις. 22.15 Θέατρο. 23 Εἰδήσεις. 23.15 Νυχτερινό πρόγραμμα. 24 Εἰδήσεις. (1177, 610, 1398, 775)
right-text-1: ΠΕΙΡΑΙΑΣ 16.— Ἡ Σοφία Δημητρίου, 34 χρόνων, κατέθεσε μήνυση στήν εἰσαγγελία Πειραιῶς κατά χειρουργοῦ τοῦ Τζανείου νοσοκομείου, γιατί κόνοντας τήν ἐγχείρηση γιά τήν ἀφαίρεση κύστεως πήρε ἀπό τό γόνατο καί ἔκοψε ἕνα νεῦρο. Ὕστερα ἀπό αὐτό, ἡ εἰσαγγελία ἀνέθεσε σέ ἰατροδικαστή νά ἐξετάσει τήν ὑπόθεση. Ἡ γυναίκα ἰσχυρίζεται ὅτι ἀπό τήν ἐγχείρηση ἔμεινε κουτσή καί δέν μπορεῖ νά ἐργαστεῖ. (1412, 171, 1588, 312)
thessaloniki-radio-schedule: 5.50 Πρόγραμμα. 6 Εἰδήσεις. 6.05 Γυμναστική. 6.15 Πρωϊνό πρόγραμμα. 7 Εἰδήσεις. 7.15 Ἀγροτικό πρόγραμμα. 7.45 Τοπικά νέα. 7.50 Μουσική. 8 Εἰδήσεις. 8.05 Μουσική. 12 Ἀγροτικό πρόγραμμα. 12.30 Σάν μουσική ἐποχή. 13 Μουσική. 13.20 Κόσμος. 14 Εἰδήσεις. 14.10 Μουσικό πρόγραμμα. 14.30 Μουσική πρόσκληση. 15 Ἡ ὥρα τοῦ παιδιοῦ. 16 Ἐθνική ὀρχήστρα. 17.10 Λαϊκά τραγούδια. 17.30 Τοπικά νέα. 18 Εἰδήσεις. 18.15 Δελτίο καιροῦ. 18.30 Τραγούδια. 19 Εἰδήσεις. 19.10 Ἡ ὥρα τῶν νέων. 19.30 Λόγος. 20 Ἡ ζωή μας. 20.30 Μουσική. 21 Ἐπιλογές. 22 Ὀρχήστρα. 22.30 Ἐπιλογές ἀπ' ὅλο τόν κόσμο. 23 Δελτίο. 24 Εἰδήσεις. 00.15 Μουσική ἐπιλογή. (1177, 425, 1398, 588)
list-item: Α. Γεωργιάδης, Καρατάσου 6 (780, 905, 921, 916)
ekdromes-text: ΤΟΥ «ΕΚΠΡΟΣΩΠΙΚΟΥ ΟΜΙΛΟΥ ΔΙ ΑΣ» ἐκδρομή στό Πήλιο. Πληροφορίες στά γραφεῖα τοῦ συλλόγου. ΤΟΥ ΣΥΛΛΟΓΟΥ «ΤΟ ΠΡΟΣΦΕΡΩΝ» ἐκδρομή στήν Καστοριά. ΤΟΥ ΟΜΙΛΟΥ ΦΙΛΩΝ ΤΗΣ ΦΥΣΗΣ ἐκδρομή στόν Ὄλυμπο τήν Κυριακή. Πληροφορίες τηλ. 264-841. ΤΟΥ ΣΥΛΛΟΓΟΥ ΕΛΛΗΝΩΝ ΟΡΕΙΒΑΤΩΝ ἐκδρομή στό Βέρμιο. (36, 1247, 225, 1345)
proskliseis-text: ΜΕΛΙΣΣΩΝ ΚΤΕΛ ΝΟΜΟΥ ΠΕΛΛΗΣ. Σύμφωνα μέ τό ἄρθρο 16 καί 19 τοῦ ν. 102/73 καλοῦνται οἱ μέτοχοι τοῦ ΚΤΕΛ νομοῦ Πέλλης σέ γενική τακτική συνέλευση πού θά γίνει στήν ἔδρα τοῦ ταμείου, στίς 30 Νοεμβρίου, ἡμέρα Κυριακή καί ὥρα 10 π.μ. μέ θέματα ἡμερήσιας διατάξεως: 1) Ἔγκριση ἰσολογισμοῦ καί ἀπολογισμοῦ. 2) Ἀπαλλαγή τοῦ διοικητικοῦ συμβουλίου. 3) Ἐκλογή ἐλεγκτῶν. Σέ περίπτωση μή ἀπαρτίας ἡ συνέλευση θά γίνει στίς 7 Δεκεμβρίου. Γιά τό διοικητικό συμβούλιο ὁ πρόεδρος ΣΩΚΡΑΤΗΣ ΖΩΓΡΑΦΑΚΗΣ. (1177, 820, 1398, 952)
eame-text: Ἡ γενική συνέλευση τῆς ΕΑΜΕ Θεσσαλονίκης ἐξέδωσε ψήφισμα, στό ὁποῖο ζητεῖ τήν ἄμεση ἱκανοποίηση τῶν αἰτημάτων τῶν καθηγητῶν τῆς μέσης ἐκπαιδεύσεως. Μεταξύ ἄλλων ζητεῖ αὐξήσεις μισθῶν, μείωση τοῦ ὡραρίου διδασκαλίας, ἵδρυση νέων σχολείων καί ἐκσυγχρονισμό τῆς ἐκπαιδεύσεως. Ἡ συνέλευση ἀποφάσισε τήν πραγματοποίηση κινητοποιήσεων ἐάν δέν ἱκανοποιηθοῦν τά αἰτήματα. Τέλος ἐκφράζει τή συμπαράστασή της στούς ἀγῶνες τῶν ἄλλων κλάδων ἐκπαιδευτικῶν. (978, 836, 1163, 989)
photo-banner (801, 148, 1132, 182)
radio-heading: ΤΟ ΡΑΔΙΟΦΩΝΟ (1177, 372, 1371, 401)
euxaristiria-text: Ἡ διοίκηση ἐπιτροπή τοῦ Παπαφείου εὐχαριστεῖ θερμά τούς παρακάτω δωρητές γιά τίς προσφορές τους στή μνήμη προσφιλῶν τους προσώπων: Ὁ κ. Ἀθανάσιος Κ. δρχ. 1.000, ἡ κ. Ἑλένη Ν. δρχ. 2.000, ὁ κ. Κωνσταντῖνος Γ. δρχ. 500, ἡ οἰκογένεια Χατζηπαπᾶ δρχ. 3.000, ὁ κ. Νικόλαος Δ. δρχ. 1.500, ἡ κ. Μαρία Π. δρχ. 700, ὁ κ. Ἰωάννης Θ. δρχ. 1.000, ἡ κ. Σοφία Κ. δρχ. 2.500, ὁ κ. Γεώργιος Α. δρχ. 500, ἡ κ. Ἑλένη Χ. δρχ. 1.000, εἰς μνήμην τῶν προσφιλῶν τους. Ἡ Διοίκηση εὐχαριστεῖ καί τούς ἀνώνυμους δωρητές γιά τή συμπαράστασή τους στό ἔργο τοῦ ἱδρύματος. (36, 250, 225, 426)
list-item: Εὔοσμος .......... 694-300 (36, 1156, 177, 1167)
page-number-label: Σελίδα 3 (1416, 46, 1586, 72)
eame-headline: Ἡ ΕΑΜΕ Θεσσαλονίκης ζητεῖ ἱκανοποίηση αἰτημάτων τῶν καθηγητῶν (979, 791, 1162, 835)
mid-article-text: ὁ σύλλογος τῶν ἀποφοίτων θά πραγματοποιήσει συγκέντρωση διαμαρτυρίας. Ἡ διοίκηση τοῦ συλλόγου καλεῖ ὅλα τά μέλη νά συμμετάσχουν στήν ἐκδήλωση πού θά γίνει στά γραφεῖα τοῦ συλλόγου τήν προσεχή Τετάρτη. Ἡ διεύθυνση τοῦ τελωνείου συνεχάρη τούς τελωνειακούς γιά τό ἔργο τους. (978, 447, 1163, 545)
list-item: Βαρδάρης ......... 522-111 (36, 1110, 177, 1121)
list-item: Ἀγορά ............ 206-511 (36, 1098, 177, 1109)
mathimata-headline: Μαθήματα φωτογραφίας (598, 1131, 764, 1146)
main-column-3 (978, 447, 1163, 2277)
proskliseis-heading: ΠΡΟΣΚΛΗΣΕΙΣ (1177, 787, 1354, 816)
list-item: Π. Λαζαρίδης, Ἁγ. Σοφίας 29 (780, 831, 927, 842)
list-item: Μ. Δούκα, Βασ. Ἠρακλείου 26 (780, 917, 927, 928)
trieis-text: Τό κέντρο μεσογειακῶν σπουδῶν ὀργανώνει τρεῖς ἐκδηλώσεις στίς 19—26 Νοεμβρίου. Ὁμιλίες, προβολές ταινιῶν καί ἔκθεση φωτογραφίας. (978, 1321, 1163, 1364)
nosokomeia-text: Ἀπό τίς 8 π.μ. σήμερα ἕως τίς 8 π.μ. αὔριο ἐφημερεύουν: ΑΧΕΠΑ: Γιά παθολογικά, χειρουργικά. ΑΓ. ΔΗΜΗΤΡΙΟΣ: Γιά παθολογικά, ὀρθοπεδικά. ΑΓΙΑ ΣΟΦΙΑ: Γιά παιδιατρικά. ΙΠΠΟΚΡΑΤΕΙΟ: Γιά μαιευτικά, γυναικολογικά. (780, 1018, 970, 1095)
oto-text: Ὁ σύλλογος τεχνικῶν ὑπαλλήλων τοῦ ΟΤΟ ἀνακοίνωσε ὅτι θά ξαναλειτουργήσουν οἱ ὑπηρεσίες τῆς Κυριακῆς μετά τήν ἱκανοποίηση τῶν αἰτημάτων τους. Τά μέλη τοῦ συλλόγου θά συνεχίσουν τή συνεργασία τους μέ τή διοίκηση τοῦ ὀργανισμοῦ γιά τήν καλύτερη ἐξυπηρέτηση τοῦ κοινοῦ. (978, 1055, 1163, 1142)
neoi-epistimones-text: Στόν ἀγαπημένο μας γιό Στέλιο εὐχόμαστε καλή σταδιοδρομία καί κάθε ἐπιτυχία στή ζωή. ΓΙΩΡΓΟΣ ΧΑΤΖΗΓΕΩΡΓΙΟΥ. (36, 448, 225, 492)
list-item: Ι. Βασιλειάδης, Ἐγνατίας 14 (780, 882, 927, 893)
peiraiotissa-kicker: ΠΕΙΡΑΙΩΤΙΣΣΑ (1464, 78, 1536, 88)
diplomata-text: Διπλώματα καί βραβεῖα σέ 27 ἀπόφοιτους τῆς σχολῆς ξεναγῶν Θεσσαλονίκης ἀπονεμήθηκαν χθές σέ εἰδική τελετή στήν αἴθουσα τοῦ ΕΟΤ. Στήν τελετή μίλησε ὁ γενικός γραμματέας τοῦ ΕΟΤ καί ὁ διευθυντής τῆς σχολῆς. Τά βραβεῖα ἀπονεμήθηκαν στούς ἀριστούχους ἀπόφοιτους. (591, 1037, 772, 1125)
list-item: Α. Ἀστερινίδης, Βασ. Ὄλγας 50 (780, 750, 938, 761)
mnimosyna-column-2 (411, 100, 579, 2277)
right-headline-4: ΔΕΝ ΙΚΑΝΟΠΟΙΟΥΝΤΑΙ ΤΑ ΑΙΤΗΜΑΤΑ ΤΟΥ ΠΡΟΣΩΠΙΚΟΥ ΤΟΥ ΚΕΝΤΡΟΥ ΒΡΕΦΩΝ (1413, 680, 1587, 732)
right-subhead-1: ΑΝΤΙ ΓΙΑ ΤΗΝ ΚΥΣΤΗ ΤΗΣ ΕΚΟΨΕ ΝΕΥΡΟ (1429, 145, 1571, 168)
texno-headline: Ὁ τεχνολογικός σύλλογος γιά τούς ἐπαγγελματικούς ἀποφοίτους τῶν σχολῶν (786, 1221, 964, 1265)
column-rule (1169, 50, 1170, 2277)
list-item: Ν. Ζαχαριάδης, Μοναστηρίου 98 (780, 785, 938, 796)
neoi-epistimones-heading: Νέοι ἐπιστήμονες (36, 432, 160, 447)
list-item: Β. Βλαχάκη, Ἁγίου Δημητρίου 160 (780, 894, 948, 905)
koinonika-heading: ΚΟΙΝΩΝΙΚΑ (36, 56, 185, 85)
list-item: Δ. Καραγιάννης, Δελφῶν 44 (780, 808, 916, 819)
